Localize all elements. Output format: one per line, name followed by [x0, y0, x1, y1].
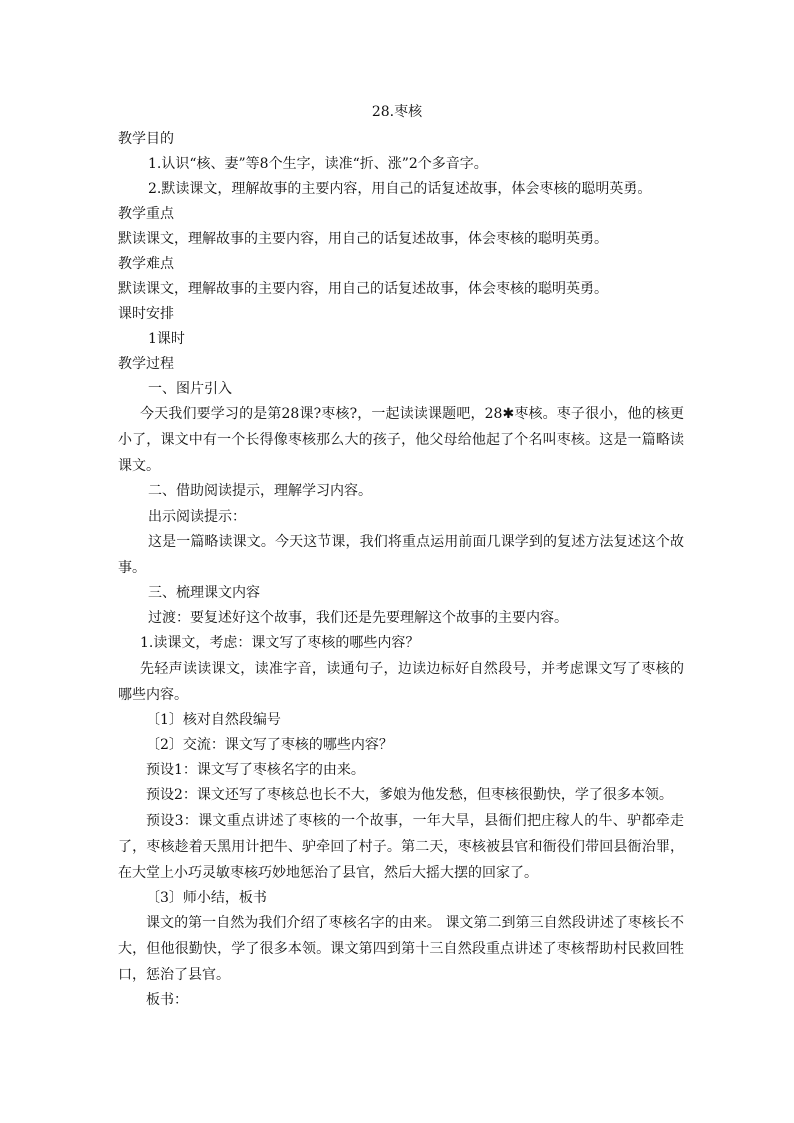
focus-heading: 教学重点: [118, 206, 174, 222]
focus-text: 默读课文，理解故事的主要内容，用自己的话复述故事，体会枣核的聪明英勇。: [118, 231, 608, 247]
section-3-item-1: 〔1〕核对自然段编号: [146, 712, 281, 728]
difficulty-heading: 教学难点: [118, 256, 174, 272]
section-3-question-1: 1.读课文，考虑：课文写了枣核的哪些内容？: [140, 635, 420, 651]
goal-item-2: 2.默读课文，理解故事的主要内容，用自己的话复述故事，体会枣核的聪明英勇。: [148, 181, 652, 197]
section-1-heading: 一、图片引入: [148, 381, 232, 397]
preset-3: 预设3：课文重点讲述了枣核的一个故事，一年大旱，县衙们把庄稼人的牛、驴都牵走了，枣核趁着天黑用计把牛、驴牵回了村子。第二天，枣核被县官和衙役们带回县衙治罪，在大堂上小巧灵敏枣核巧妙地惩治了县官，然后大摇大摆的回家了。: [118, 813, 684, 881]
section-1-paragraph: 今天我们要学习的是第28课?枣核?，一起读读课题吧，28✱枣核。枣子很小，他的核更小了，课文中有一个长得像枣核那么大的孩子，他父母给他起了个名叫枣核。这是一篇略读课文。: [118, 406, 684, 474]
schedule-text: 1课时: [148, 331, 185, 347]
difficulty-text: 默读课文，理解故事的主要内容，用自己的话复述故事，体会枣核的聪明英勇。: [118, 281, 608, 297]
section-3-transition: 过渡：要复述好这个故事，我们还是先要理解这个故事的主要内容。: [148, 610, 568, 626]
goal-item-1: 1.认识“核、妻”等8个生字，读准“折、涨”2个多音字。: [148, 156, 488, 172]
process-heading: 教学过程: [118, 356, 174, 372]
section-2-show-prompt: 出示阅读提示：: [148, 509, 246, 525]
preset-2: 预设2：课文还写了枣核总也长不大，爹娘为他发愁，但枣核很勤快，学了很多本领。: [146, 787, 673, 803]
section-3-item-3: 〔3〕师小结，板书: [146, 890, 267, 906]
section-3-question-1-paragraph: 先轻声读读课文，读准字音，读通句子，边读边标好自然段号，并考虑课文写了枣核的哪些内容。: [118, 661, 684, 703]
goal-heading: 教学目的: [118, 131, 174, 147]
lesson-title: 28.枣核: [371, 104, 423, 120]
section-2-paragraph: 这是一篇略读课文。今天这节课，我们将重点运用前面几课学到的复述方法复述这个故事。: [118, 534, 684, 576]
section-2-heading: 二、借助阅读提示，理解学习内容。: [148, 483, 372, 499]
board-label: 板书：: [146, 992, 188, 1008]
summary-paragraph: 课文的第一自然为我们介绍了枣核名字的由来。 课文第二到第三自然段讲述了枣核长不大，但他很勤快，学了很多本领。课文第四到第十三自然段重点讲述了枣核帮助村民救回牲口，惩治了县官。: [118, 915, 684, 983]
section-3-heading: 三、梳理课文内容: [148, 585, 260, 601]
schedule-heading: 课时安排: [118, 306, 174, 322]
section-3-item-2: 〔2〕交流：课文写了枣核的哪些内容？: [146, 737, 393, 753]
preset-1: 预设1：课文写了枣核名字的由来。: [146, 762, 365, 778]
